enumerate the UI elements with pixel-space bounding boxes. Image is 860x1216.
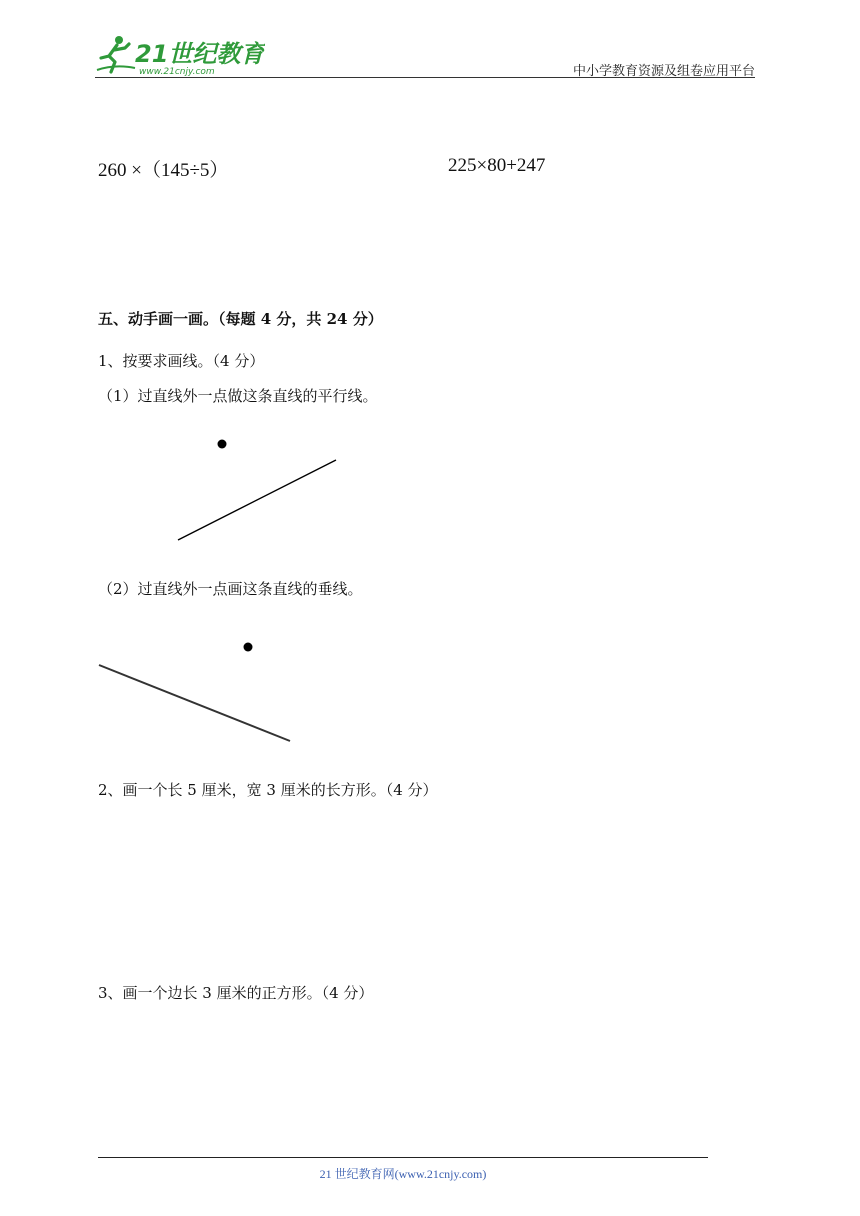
question-1-1: （1）过直线外一点做这条直线的平行线。 xyxy=(98,387,378,405)
figure-parallel-line xyxy=(170,430,350,550)
expression-left: 260 ×（145÷5） xyxy=(98,160,229,181)
section-title: 五、动手画一画。（每题 4 分，共 24 分） xyxy=(98,310,383,328)
point-dot xyxy=(218,440,227,449)
question-2: 2、画一个长 5 厘米，宽 3 厘米的长方形。（4 分） xyxy=(98,781,438,799)
runner-logo-icon xyxy=(95,34,265,78)
question-1-2: （2）过直线外一点画这条直线的垂线。 xyxy=(98,580,363,598)
given-line xyxy=(99,665,290,741)
footer-divider xyxy=(98,1157,708,1158)
header-divider xyxy=(95,77,755,78)
footer-link[interactable]: 21 世纪教育网(www.21cnjy.com) xyxy=(319,1167,487,1181)
svg-text:21世纪教育: 21世纪教育 xyxy=(135,40,265,68)
question-3: 3、画一个边长 3 厘米的正方形。（4 分） xyxy=(98,984,374,1002)
site-logo xyxy=(95,34,265,78)
given-line xyxy=(178,460,336,540)
header-platform-text: 中小学教育资源及组卷应用平台 xyxy=(572,64,755,79)
figure-perpendicular-line xyxy=(95,635,305,750)
point-dot xyxy=(244,643,253,652)
question-1: 1、按要求画线。（4 分） xyxy=(98,352,265,370)
expression-right: 225×80+247 xyxy=(448,155,546,176)
svg-text:www.21cnjy.com: www.21cnjy.com xyxy=(139,67,215,77)
